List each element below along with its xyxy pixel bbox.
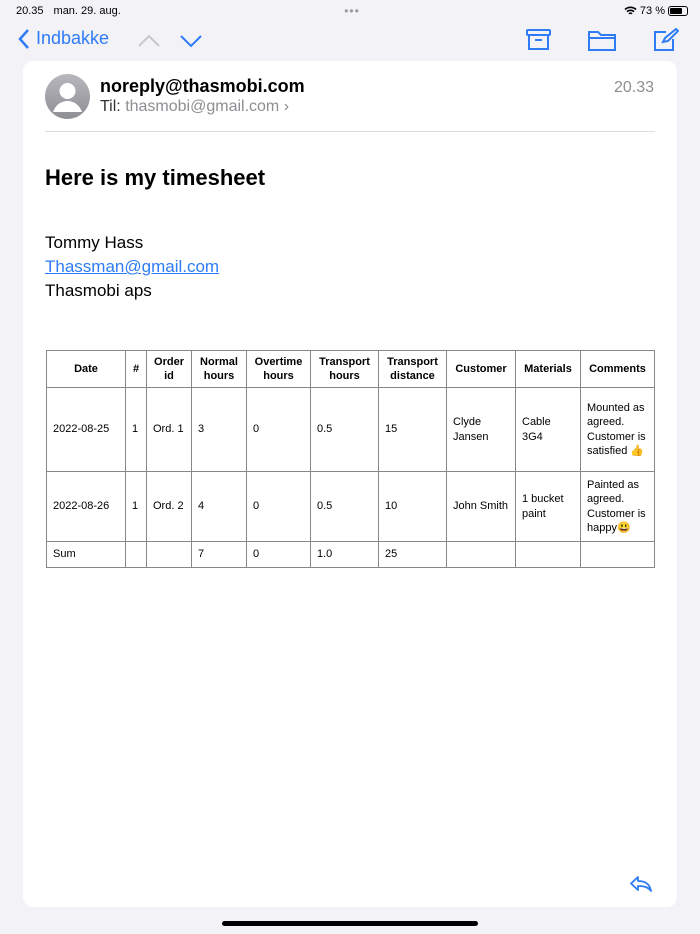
- timesheet-table: [46, 350, 655, 568]
- email-time: 20.33: [613, 79, 654, 96]
- email-card: [23, 61, 677, 907]
- chevron-right-icon: ›: [283, 98, 290, 115]
- signature: [45, 231, 219, 303]
- cell: Cable 3G4: [516, 388, 581, 472]
- header-cell: Date: [47, 351, 126, 388]
- status-time: 20.35: [16, 5, 44, 17]
- nav-bar: [0, 28, 700, 54]
- sum-row: [47, 542, 655, 568]
- home-indicator[interactable]: [222, 921, 478, 926]
- cell: 10: [379, 472, 447, 542]
- cell: [447, 542, 516, 568]
- compose-icon[interactable]: [653, 28, 679, 52]
- cell: [516, 542, 581, 568]
- cell: 3: [192, 388, 247, 472]
- status-bar: [16, 4, 688, 18]
- cell: 0: [247, 542, 311, 568]
- battery-percent: 73 %: [639, 5, 665, 17]
- cell: Sum: [47, 542, 126, 568]
- wifi-icon: [624, 6, 637, 16]
- cell: 1: [126, 388, 147, 472]
- company-name: Thasmobi aps: [45, 281, 152, 300]
- cell: 4: [192, 472, 247, 542]
- cell: 2022-08-25: [47, 388, 126, 472]
- divider: [45, 131, 655, 132]
- multitasking-dots-icon[interactable]: •••: [344, 4, 360, 18]
- cell: 25: [379, 542, 447, 568]
- cell: 15: [379, 388, 447, 472]
- cell: Mounted as agreed. Customer is satisfied 👍: [581, 388, 655, 472]
- status-date: man. 29. aug.: [53, 5, 121, 17]
- folder-icon[interactable]: [587, 28, 617, 52]
- table-row: [47, 388, 655, 472]
- cell: 0: [247, 388, 311, 472]
- person-icon: [45, 74, 90, 119]
- cell: 1: [126, 472, 147, 542]
- next-message-icon[interactable]: [180, 34, 202, 48]
- cell: 1 bucket paint: [516, 472, 581, 542]
- cell: [147, 542, 192, 568]
- cell: Painted as agreed. Customer is happy😃: [581, 472, 655, 542]
- battery-icon: [668, 6, 688, 16]
- reply-icon[interactable]: [629, 875, 653, 893]
- archive-icon[interactable]: [526, 28, 551, 52]
- back-button[interactable]: [18, 28, 109, 49]
- email-subject: Here is my timesheet: [45, 165, 266, 190]
- header-cell: Order id: [147, 351, 192, 388]
- header-cell: #: [126, 351, 147, 388]
- back-label: Indbakke: [36, 28, 110, 48]
- avatar: [45, 74, 90, 119]
- header-cell: Comments: [581, 351, 655, 388]
- email-link[interactable]: Thassman@gmail.com: [45, 257, 220, 276]
- cell: 0.5: [311, 388, 379, 472]
- header-cell: Customer: [447, 351, 516, 388]
- sender-name: Tommy Hass: [45, 233, 144, 252]
- cell: 7: [192, 542, 247, 568]
- header-cell: Transport distance: [379, 351, 447, 388]
- header-cell: Materials: [516, 351, 581, 388]
- cell: John Smith: [447, 472, 516, 542]
- cell: 0: [247, 472, 311, 542]
- cell: [126, 542, 147, 568]
- chevron-left-icon: [18, 29, 30, 49]
- cell: [581, 542, 655, 568]
- header-cell: Overtime hours: [247, 351, 311, 388]
- header-cell: Transport hours: [311, 351, 379, 388]
- table-row: [47, 472, 655, 542]
- cell: 0.5: [311, 472, 379, 542]
- sender[interactable]: noreply@thasmobi.com: [100, 76, 305, 96]
- cell: Clyde Jansen: [447, 388, 516, 472]
- cell: Ord. 2: [147, 472, 192, 542]
- cell: Ord. 1: [147, 388, 192, 472]
- header-cell: Normal hours: [192, 351, 247, 388]
- cell: 2022-08-26: [47, 472, 126, 542]
- table-header-row: [47, 351, 655, 388]
- cell: 1.0: [311, 542, 379, 568]
- previous-message-icon[interactable]: [138, 34, 160, 48]
- recipient[interactable]: Til: thasmobi@gmail.com ›: [100, 98, 290, 115]
